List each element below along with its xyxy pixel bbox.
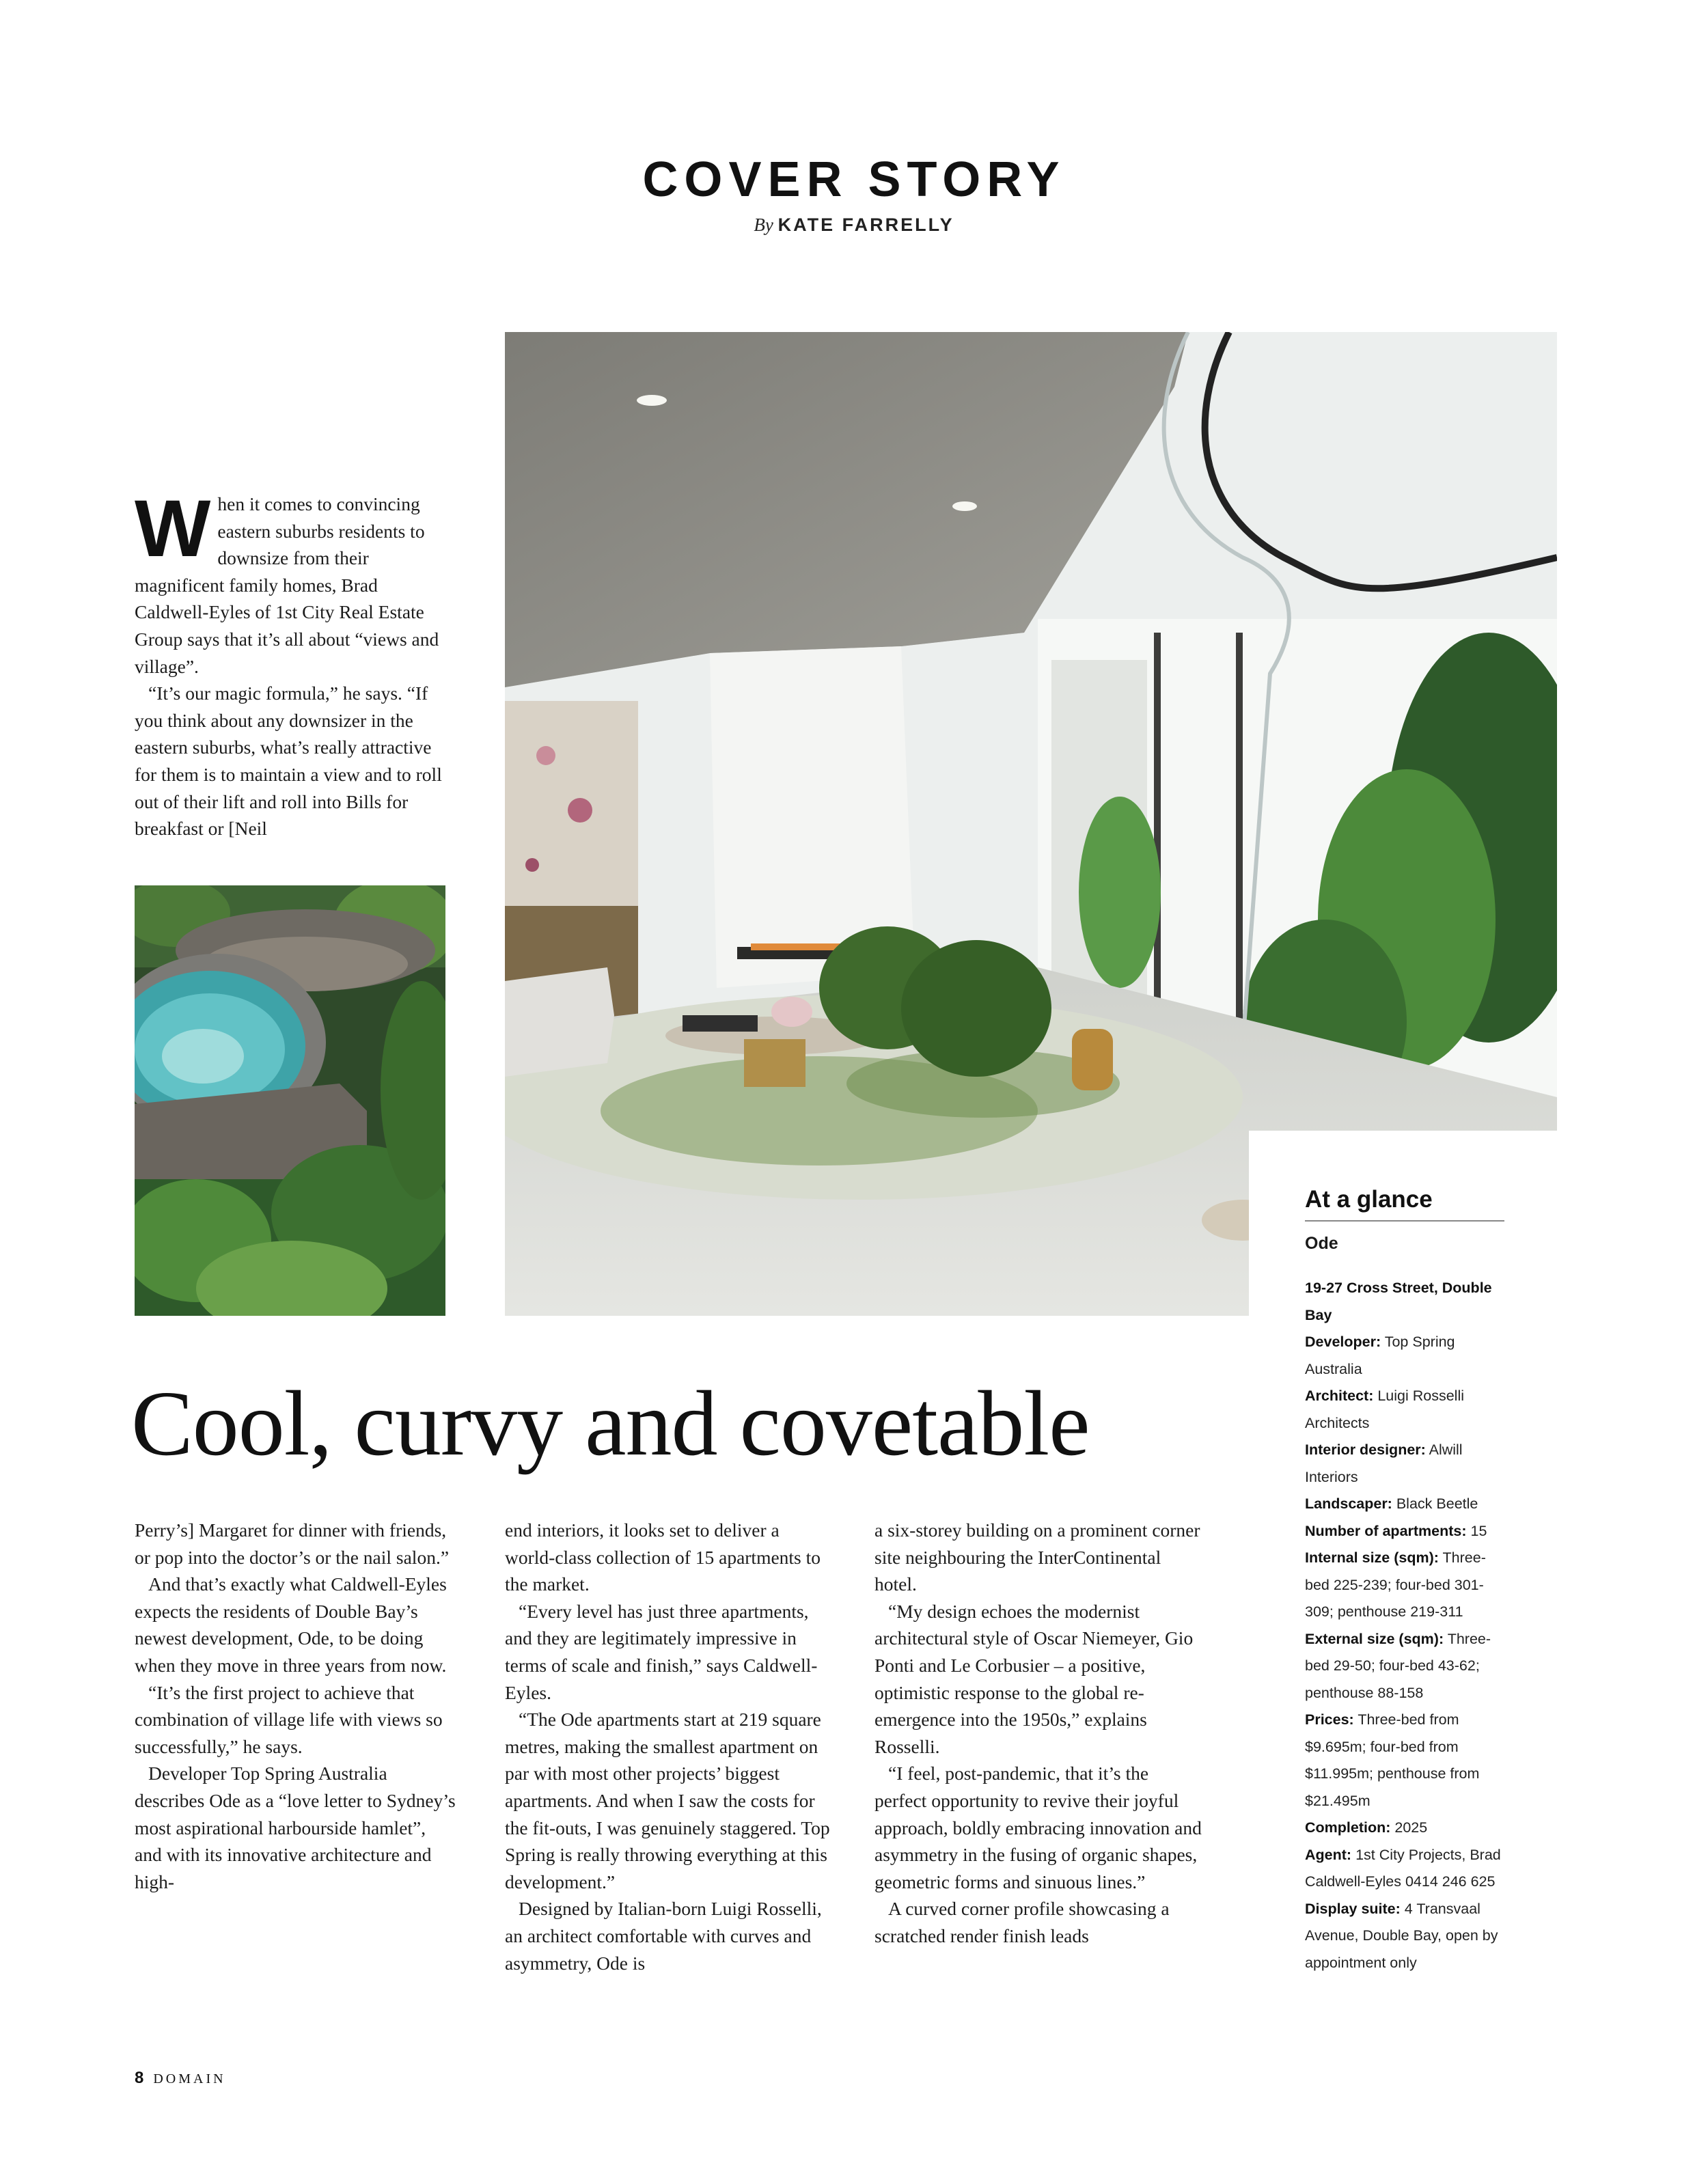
fact-landscaper — [1305, 1491, 1510, 1518]
fact-value: 1st City Projects, Brad Caldwell-Eyles 0414 246 625 — [1305, 1846, 1501, 1890]
fact-value: Luigi Rosselli Architects — [1305, 1388, 1465, 1431]
paragraph: “I feel, post-pandemic, that it’s the perfect opportunity to revive their joyful approach, boldly embracing innovation and asymmetry in the fusing of organic shapes, geometric forms and sinuous lines.” — [874, 1763, 1202, 1892]
body-column-3 — [874, 1517, 1202, 1950]
fact-value: Three-bed from $9.695m; four-bed from $11.995m; penthouse from $21.495m — [1305, 1711, 1480, 1809]
paragraph: “My design echoes the modernist architectural style of Oscar Niemeyer, Gio Ponti and Le Corbusier – a positive, optimistic response to the global re-emergence into the 1950s,” explains Rosselli. — [874, 1600, 1194, 1757]
fact-label: Developer: — [1305, 1334, 1381, 1350]
paragraph: Developer Top Spring Australia describes Ode as a “love letter to Sydney’s most aspirational harbourside hamlet”, and with its innovative architecture and high- — [135, 1763, 456, 1892]
paragraph: “Every level has just three apartments, and they are legitimately impressive in terms of scale and finish,” says Caldwell-Eyles. — [505, 1600, 818, 1703]
fact-label: Prices: — [1305, 1711, 1354, 1728]
paragraph: “It’s the first project to achieve that combination of village life with views so successfully,” he says. — [135, 1681, 443, 1757]
spa-pool-photo — [135, 885, 445, 1316]
headline: Cool, curvy and covetable — [131, 1373, 1090, 1475]
paragraph: a six-storey building on a prominent corner site neighbouring the InterContinental hotel. — [874, 1519, 1200, 1595]
page-folio — [135, 2069, 226, 2088]
byline — [0, 215, 1708, 236]
fact-external-size — [1305, 1626, 1510, 1707]
byline-by: By — [754, 215, 773, 235]
section-kicker: COVER STORY — [642, 152, 1066, 207]
fact-value: Three-bed 29-50; four-bed 43-62; penthouse 88-158 — [1305, 1630, 1491, 1701]
body-column-1 — [135, 1517, 456, 1895]
fact-label: Display suite: — [1305, 1900, 1401, 1917]
intro-paragraph-2: “It’s our magic formula,” he says. “If you think about any downsizer in the eastern suburbs, what’s really attractive for them is to maintain a view and to roll out of their lift and roll into Bills for breakfast or [Neil — [135, 682, 442, 840]
fact-developer — [1305, 1329, 1510, 1383]
fact-value: Black Beetle — [1396, 1495, 1478, 1512]
body-column-2 — [505, 1517, 833, 1976]
paragraph: Designed by Italian-born Luigi Rosselli, an architect comfortable with curves and asymmetry, Ode is — [505, 1898, 822, 1974]
page-number: 8 — [135, 2069, 144, 2087]
fact-list — [1305, 1275, 1510, 1976]
fact-label: Landscaper: — [1305, 1495, 1392, 1512]
address: 19-27 Cross Street, Double Bay — [1305, 1280, 1492, 1323]
paragraph: A curved corner profile showcasing a scratched render finish leads — [874, 1898, 1170, 1946]
at-a-glance-title: At a glance — [1305, 1186, 1504, 1222]
drop-cap: W — [135, 484, 211, 574]
fact-completion — [1305, 1815, 1510, 1842]
fact-value: Alwill Interiors — [1305, 1442, 1463, 1485]
fact-value: 2025 — [1394, 1819, 1428, 1836]
fact-label: Number of apartments: — [1305, 1522, 1467, 1539]
paragraph: end interiors, it looks set to deliver a world-class collection of 15 apartments to the market. — [505, 1519, 821, 1595]
fact-agent — [1305, 1842, 1510, 1896]
paragraph: Perry’s] Margaret for dinner with friends, or pop into the doctor’s or the nail salon.” — [135, 1519, 450, 1568]
fact-display-suite — [1305, 1896, 1510, 1977]
fact-label: Completion: — [1305, 1819, 1391, 1836]
fact-label: Interior designer: — [1305, 1442, 1426, 1458]
fact-value: Top Spring Australia — [1305, 1334, 1455, 1377]
intro-paragraph-1: hen it comes to convincing eastern suburbs residents to downsize from their magnificent family homes, Brad Caldwell-Eyles of 1st City Real Estate Group says that it’s all about “views and village”. — [135, 493, 439, 677]
fact-architect — [1305, 1383, 1510, 1437]
fact-value: 4 Transvaal Avenue, Double Bay, open by appointment only — [1305, 1900, 1498, 1971]
fact-interior-designer — [1305, 1437, 1510, 1491]
spa-pool-illustration — [135, 885, 445, 1316]
fact-prices — [1305, 1707, 1510, 1815]
fact-label: Architect: — [1305, 1388, 1374, 1404]
fact-label: Internal size (sqm): — [1305, 1549, 1439, 1566]
fact-internal-size — [1305, 1545, 1510, 1626]
fact-label: External size (sqm): — [1305, 1630, 1444, 1647]
intro-column — [135, 484, 442, 842]
fact-value: Three-bed 225-239; four-bed 301-309; penthouse 219-311 — [1305, 1549, 1486, 1620]
fact-apartments — [1305, 1518, 1510, 1545]
publication-name: DOMAIN — [153, 2071, 226, 2086]
development-name: Ode — [1305, 1234, 1338, 1253]
byline-author: KATE FARRELLY — [777, 215, 954, 235]
fact-value: 15 — [1470, 1522, 1487, 1539]
fact-label: Agent: — [1305, 1846, 1352, 1863]
paragraph: And that’s exactly what Caldwell-Eyles expects the residents of Double Bay’s newest development, Ode, to be doing when they move in three years from now. — [135, 1573, 447, 1676]
paragraph: “The Ode apartments start at 219 square metres, making the smallest apartment on par with most other projects’ biggest apartments. And when I saw the costs for the fit-outs, I was genuinely staggered. Top Spring is really throwing everything at this development.” — [505, 1709, 830, 1892]
